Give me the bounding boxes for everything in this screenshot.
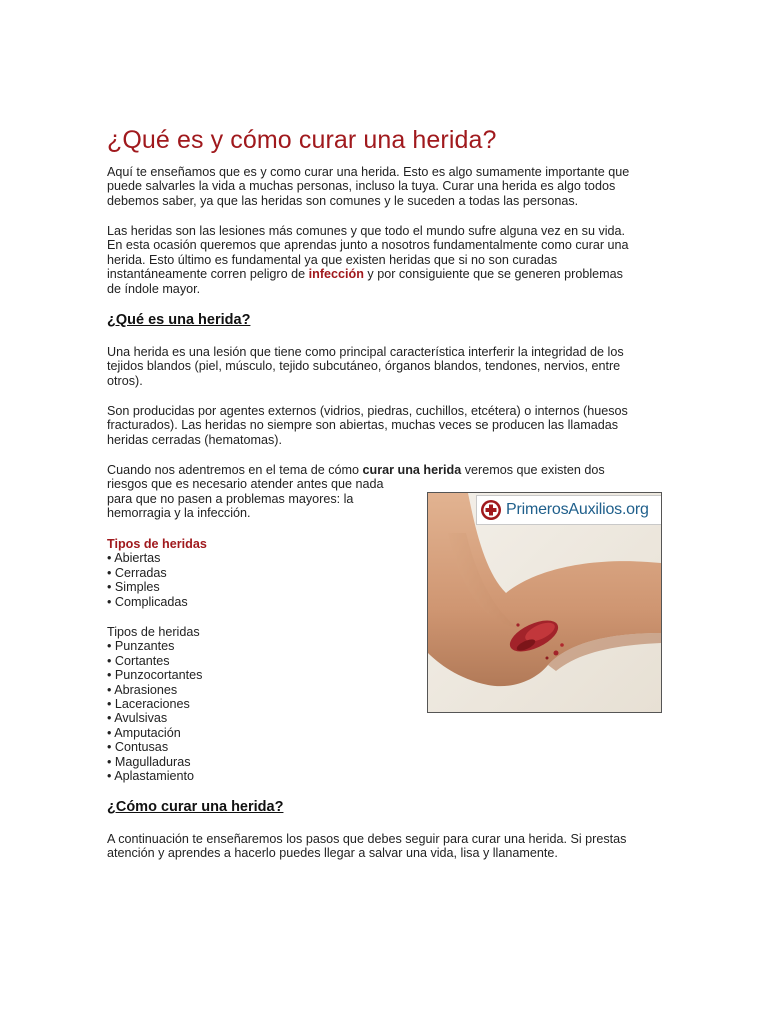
list-item: • Abrasiones xyxy=(107,682,178,697)
bold-phrase: curar una herida xyxy=(362,463,462,477)
page-title: ¿Qué es y cómo curar una herida? xyxy=(107,126,497,154)
paragraph-line: heridas cerradas (hematomas). xyxy=(107,432,282,447)
paragraph-line: riesgos que es necesario atender antes que nada xyxy=(107,477,384,492)
paragraph-line: Una herida es una lesión que tiene como principal característica interferir la integridad de los xyxy=(107,345,624,359)
paragraph-line: fracturados). Las heridas no siempre son abiertas, muchas veces se producen las llamadas xyxy=(107,418,619,433)
list-item: • Cortantes xyxy=(107,653,170,668)
list-item: • Magulladuras xyxy=(107,754,191,769)
paragraph-line: Las heridas son las lesiones más comunes y que todo el mundo sufre alguna vez en su vida. xyxy=(107,224,626,238)
text-segment: instantáneamente corren peligro de xyxy=(107,267,309,282)
paragraph-line: para que no pasen a problemas mayores: la xyxy=(107,491,354,506)
infection-link[interactable]: infección xyxy=(308,267,364,282)
section-heading-what-is: ¿Qué es una herida? xyxy=(107,312,251,328)
primerosauxilios-logo xyxy=(476,495,662,525)
wound-types-list-1 xyxy=(107,537,207,609)
paragraph-line: tejidos blandos (piel, músculo, tejido subcutáneo, órganos blandos, tendones, nervios, entre xyxy=(107,359,621,374)
logo-text: PrimerosAuxilios.org xyxy=(506,501,649,518)
paragraph-causes xyxy=(107,404,628,447)
list-item: • Abiertas xyxy=(107,551,161,566)
text-segment: veremos que existen dos xyxy=(461,463,605,477)
wound-types-list-2 xyxy=(107,625,202,783)
elbow-wound-photo xyxy=(427,492,662,713)
text-segment: y por consiguiente que se generen problemas xyxy=(363,267,623,282)
intro-paragraph xyxy=(107,165,629,208)
paragraph-line: hemorragia y la infección. xyxy=(107,506,251,521)
list-item: • Punzocortantes xyxy=(107,668,203,683)
paragraph-line: herida. Esto último es fundamental ya que existen heridas que si no son curadas xyxy=(107,252,558,267)
list-item: • Amputación xyxy=(107,725,181,740)
paragraph-line: En esta ocasión queremos que aprendas junto a nosotros fundamentalmente como curar una xyxy=(107,238,629,253)
list-item: • Complicadas xyxy=(107,594,188,609)
intro-line: Aquí te enseñamos que es y como curar una herida. Esto es algo sumamente importante que xyxy=(107,165,630,179)
paragraph-definition xyxy=(107,345,624,388)
paragraph-line: de índole mayor. xyxy=(107,281,201,296)
paragraph-line: otros). xyxy=(107,373,143,388)
intro-line: puede salvarles la vida a muchas personas, incluso la tuya. Curar una herida es algo todos xyxy=(107,179,616,194)
list-item: • Punzantes xyxy=(107,639,175,654)
intro-line: debemos saber, ya que las heridas son comunes y le suceden a todas las personas. xyxy=(107,193,579,208)
paragraph-line: atención y aprendes a hacerlo puedes llegar a salvar una vida, lisa y llanamente. xyxy=(107,846,558,861)
text-segment: Cuando nos adentremos en el tema de cómo xyxy=(107,463,363,477)
list-title: Tipos de heridas xyxy=(107,625,200,639)
paragraph-common-wounds xyxy=(107,224,629,296)
list-item: • Aplastamiento xyxy=(107,769,195,784)
paragraph-how-to-cure xyxy=(107,832,626,861)
first-aid-cross-icon xyxy=(480,499,502,521)
list-item: • Contusas xyxy=(107,740,169,755)
list-item: • Cerradas xyxy=(107,565,167,580)
section-heading-how-to-cure: ¿Cómo curar una herida? xyxy=(107,799,284,815)
list-item: • Laceraciones xyxy=(107,697,190,712)
paragraph-line: Son producidas por agentes externos (vidrios, piedras, cuchillos, etcétera) o internos (huesos xyxy=(107,404,628,418)
paragraph-line xyxy=(107,463,605,477)
elbow-wound-illustration xyxy=(428,493,661,712)
paragraph-line: A continuación te enseñaremos los pasos que debes seguir para curar una herida. Si prestas xyxy=(107,832,627,846)
paragraph-line xyxy=(107,267,629,281)
list-title: Tipos de heridas xyxy=(107,537,207,551)
list-item: • Avulsivas xyxy=(107,711,168,726)
list-item: • Simples xyxy=(107,580,160,595)
